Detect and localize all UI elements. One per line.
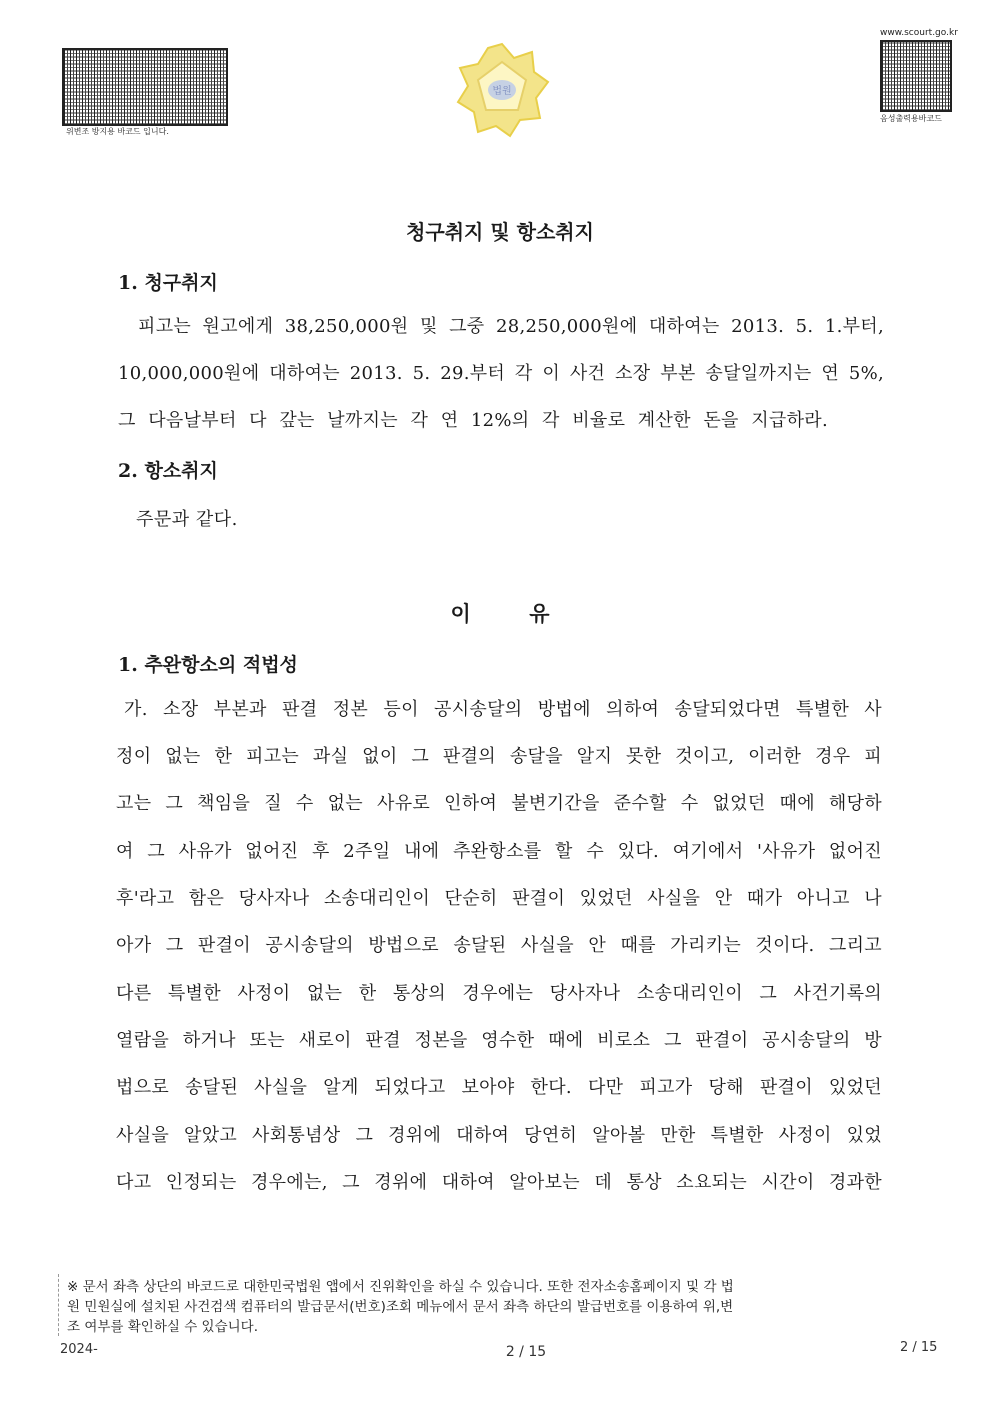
site-url: www.scourt.go.kr <box>880 28 958 38</box>
reason-line: 법으로 송달된 사실을 알게 되었다고 보아야 한다. 다만 피고가 당해 판결이 있었던 <box>116 1077 882 1098</box>
claim-line: 10,000,000원에 대하여는 2013. 5. 29.부터 각 이 사건 소장 부본 송달일까지는 연 5%, <box>118 363 884 384</box>
issue-number: 2024- <box>60 1342 98 1357</box>
notice-line: ※ 문서 좌측 상단의 바코드로 대한민국법원 앱에서 진위확인을 하실 수 있습니다. 또한 전자소송홈페이지 및 각 법 <box>67 1279 734 1295</box>
reason-line: 후'라고 함은 당사자나 소송대리인이 단순히 판결이 있었던 사실을 안 때가 아니고 나 <box>116 888 882 909</box>
audio-output-barcode-caption: 음성출력용바코드 <box>880 114 942 123</box>
reason-line: 다른 특별한 사정이 없는 한 통상의 경우에는 당사자나 소송대리인이 그 사건기록의 <box>116 983 882 1004</box>
claim-line: 그 다음날부터 다 갚는 날까지는 각 연 12%의 각 비율로 계산한 돈을 지급하라. <box>118 410 828 431</box>
reason-line: 다고 인정되는 경우에는, 그 경위에 대하여 알아보는 데 통상 소요되는 시간이 경과한 <box>116 1172 882 1193</box>
audio-output-barcode <box>880 40 952 112</box>
court-seal-icon <box>452 40 552 140</box>
notice-line: 원 민원실에 설치된 사건검색 컴퓨터의 발급문서(번호)조회 메뉴에서 문서 좌측 하단의 발급번호를 이용하여 위,변 <box>67 1299 734 1315</box>
claim-item-2-heading: 2. 항소취지 <box>118 460 218 482</box>
reason-line: 고는 그 책임을 질 수 없는 사유로 인하여 불변기간을 준수할 수 없었던 때에 해당하 <box>116 793 882 814</box>
reason-line: 정이 없는 한 피고는 과실 없이 그 판결의 송달을 알지 못한 것이고, 이러한 경우 피 <box>116 746 882 767</box>
page-number-right: 2 / 15 <box>900 1340 938 1355</box>
claim-item-2-text: 주문과 같다. <box>136 509 238 530</box>
reason-line: 열람을 하거나 또는 새로이 판결 정본을 영수한 때에 비로소 그 판결이 공시송달의 방 <box>116 1030 882 1051</box>
claim-line: 피고는 원고에게 38,250,000원 및 그중 28,250,000원에 대하여는 2013. 5. 1.부터, <box>138 316 884 337</box>
reason-item-1-heading: 1. 추완항소의 적법성 <box>118 654 298 676</box>
reason-line: 가. 소장 부본과 판결 정본 등이 공시송달의 방법에 의하여 송달되었다면 특별한 사 <box>124 699 882 720</box>
claims-section-title: 청구취지 및 항소취지 <box>406 220 594 244</box>
reason-line: 사실을 알았고 사회통념상 그 경위에 대하여 당연히 알아볼 만한 특별한 사정이 있었 <box>116 1125 882 1146</box>
claim-item-1-heading: 1. 청구취지 <box>118 272 218 294</box>
page-number-center: 2 / 15 <box>505 1344 547 1360</box>
reason-line: 아가 그 판결이 공시송달의 방법으로 송달된 사실을 안 때를 가리키는 것이다. 그리고 <box>116 935 882 956</box>
authentication-barcode <box>62 48 228 126</box>
reasons-section-title: 이 유 <box>450 601 550 626</box>
reason-line: 여 그 사유가 없어진 후 2주일 내에 추완항소를 할 수 있다. 여기에서 '사유가 없어진 <box>116 841 882 862</box>
court-seal-text: 법원 <box>492 86 512 97</box>
verification-notice <box>58 1274 933 1336</box>
authentication-barcode-caption: 위변조 방지용 바코드 입니다. <box>66 127 169 136</box>
notice-line: 조 여부를 확인하실 수 있습니다. <box>67 1319 258 1335</box>
